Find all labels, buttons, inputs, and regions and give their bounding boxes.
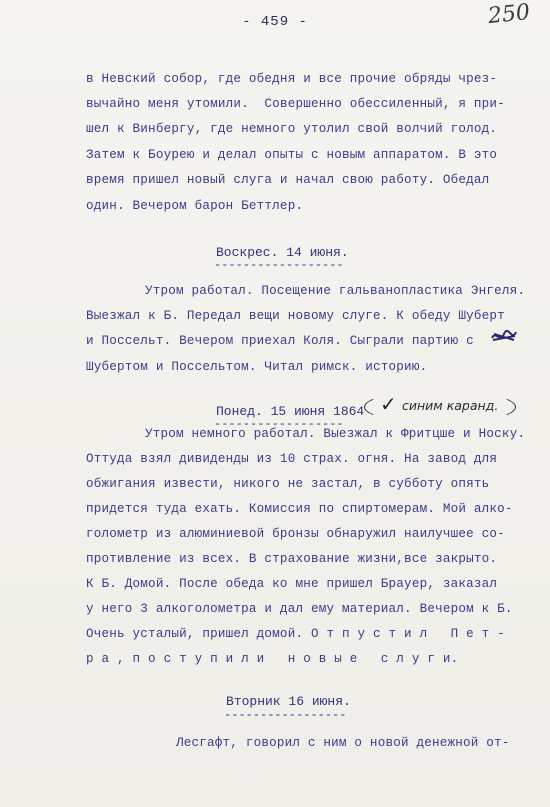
text-line: Шубертом и Поссельтом. Читал римск. историю. <box>86 360 428 374</box>
text-line: время пришел новый слуга и начал свою работу. Обедал <box>86 173 490 187</box>
text-line: Лесгафт, говорил с ним о новой денежной от- <box>176 736 510 750</box>
text-line: Утром работал. Посещение гальванопластика Энгеля. <box>145 284 526 298</box>
heading-underline: ------------------ <box>214 258 344 272</box>
entry-heading: Понед. 15 июня 1864 <box>216 404 365 419</box>
text-line: обжигания извести, никого не застал, в субботу опять <box>86 477 490 491</box>
page-number: - 459 - <box>242 14 308 30</box>
check-mark-icon: ✓ <box>380 392 397 416</box>
text-line: Оттуда взял дивиденды из 10 страх. огня. На завод для <box>86 452 498 466</box>
archive-number-handwritten: 250 <box>486 0 532 30</box>
ink-strikeout-scribble <box>490 328 518 346</box>
text-line: вычайно меня утомили. Совершенно обессиленный, я при- <box>86 97 505 111</box>
text-line: К Б. Домой. После обеда ко мне пришел Брауер, заказал <box>86 577 498 591</box>
entry-heading: Воскрес. 14 июня. <box>216 245 349 260</box>
text-line: и Поссельт. Вечером приехал Коля. Сыграли партию с <box>86 334 474 348</box>
heading-underline: ----------------- <box>224 708 347 722</box>
text-line: у него 3 алкоголометра и дал ему материал. Вечером к Б. <box>86 602 513 616</box>
text-line: один. Вечером барон Беттлер. <box>86 199 304 213</box>
text-line: р а , п о с т у п и л и н о в ы е с л у г и. <box>86 652 459 666</box>
text-line: придется туда ехать. Комиссия по спиртомерам. Мой алко- <box>86 502 513 516</box>
text-line: Утром немного работал. Выезжал к Фритцше и Носку. <box>145 427 526 441</box>
text-line: в Невский собор, где обедня и все прочие обряды чрез- <box>86 72 498 86</box>
text-line: Выезжал к Б. Передал вещи новому слуге. К обеду Шуберт <box>86 309 505 323</box>
pencil-note: синим каранд. <box>402 398 499 413</box>
text-line: голометр из алюминиевой бронзы обнаружил наилучшее со- <box>86 527 505 541</box>
text-line: Очень усталый, пришел домой. О т п у с т и л П е т - <box>86 627 505 641</box>
text-line: Затем к Боурею и делал опыты с новым аппаратом. В это <box>86 148 498 162</box>
heading-underline: ------------------ <box>214 417 344 431</box>
entry-heading: Вторник 16 июня. <box>226 694 351 709</box>
text-line: противление из всех. В страхование жизни,все закрыто. <box>86 552 498 566</box>
text-line: шел к Винбергу, где немного утолил свой волчий голод. <box>86 122 498 136</box>
